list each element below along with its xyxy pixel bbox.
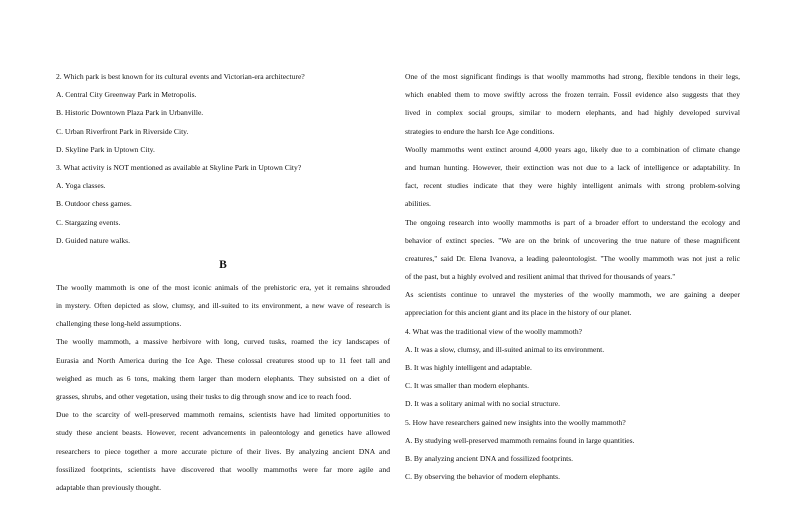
passage-line: researchers to piece together a more accurate picture of their lives. By analyzing ancient DNA and [56,446,390,456]
question-2-option-c: C. Urban Riverfront Park in Riverside City. [56,126,189,136]
passage-line: The ongoing research into woolly mammoths is part of a broader effort to understand the ecology and [405,217,740,227]
left-column [56,68,390,497]
passage-line: of the past, but a highly evolved and resilient animal that thrived for thousands of years." [405,272,676,282]
question-4-option-a: A. It was a slow, clumsy, and ill-suited animal to its environment. [405,344,605,354]
passage-line: study these ancient beasts. However, recent advancements in paleontology and genetics have allowed [56,428,390,438]
question-3-option-a: A. Yoga classes. [56,181,106,191]
question-5-option-b: B. By analyzing ancient DNA and fossilized footprints. [405,453,574,463]
passage-line: lived in complex social groups, similar to modern elephants, and had highly developed survival [405,108,740,118]
passage-line: fact, recent studies indicate that they were highly intelligent animals with strong problem-solving [405,181,740,191]
question-3-option-c: C. Stargazing events. [56,217,121,227]
passage-line: abilities. [405,199,431,209]
passage-line: strategies to endure the harsh Ice Age conditions. [405,126,555,136]
passage-line: behavior of extinct species. "We are on the brink of uncovering the true nature of these magnificent [405,235,740,245]
passage-line: challenging these long-held assumptions. [56,319,182,329]
question-5: 5. How have researchers gained new insights into the woolly mammoth? [405,417,626,427]
question-4: 4. What was the traditional view of the woolly mammoth? [405,326,583,336]
passage-line: adaptable than previously thought. [56,482,162,492]
right-column [405,68,740,486]
passage-line: and human hunting. However, their extinction was not due to a lack of intelligence or adaptability. In [405,162,740,172]
passage-line: fossilized footprints, scientists have discovered that woolly mammoths were far more agile and [56,464,390,474]
question-4-option-b: B. It was highly intelligent and adaptable. [405,363,532,372]
passage-line: weighed as much as 6 tons, making them larger than modern elephants. They subsisted on a diet of [56,373,390,383]
question-4-option-c: C. It was smaller than modern elephants. [405,381,529,391]
question-2-option-b: B. Historic Downtown Plaza Park in Urbanville. [56,108,204,118]
question-2-option-a: A. Central City Greenway Park in Metropolis. [56,90,197,100]
passage-line: which enabled them to move swiftly across the frozen terrain. Fossil evidence also suggests that they [405,90,740,100]
passage-line: As scientists continue to unravel the mysteries of the woolly mammoth, we are gaining a deeper [405,290,740,300]
question-2: 2. Which park is best known for its cultural events and Victorian-era architecture? [56,72,305,81]
question-2-option-d: D. Skyline Park in Uptown City. [56,144,155,154]
passage-line: grasses, shrubs, and other vegetation, using their tusks to dig through snow and ice to reach food. [56,392,352,401]
question-3-option-b: B. Outdoor chess games. [56,199,132,209]
passage-line: Eurasia and North America during the Ice Age. These colossal creatures stood up to 11 feet tall and [56,355,390,365]
passage-line: creatures," said Dr. Elena Ivanova, a leading paleontologist. "The woolly mammoth was not just a relic [405,253,740,263]
section-heading: B [219,258,227,271]
passage-line: The woolly mammoth, a massive herbivore with long, curved tusks, roamed the icy landscapes of [56,337,390,347]
passage-line: Woolly mammoths went extinct around 4,000 years ago, likely due to a combination of climate change [405,144,740,154]
passage-line: in mystery. Often depicted as slow, clumsy, and ill-suited to its environment, a new wave of research is [56,301,390,311]
question-5-option-c: C. By observing the behavior of modern elephants. [405,472,561,482]
question-3-option-d: D. Guided nature walks. [56,235,131,245]
passage-line: One of the most significant findings is that woolly mammoths had strong, flexible tendons in their legs, [405,72,740,81]
question-4-option-d: D. It was a solitary animal with no social structure. [405,399,561,409]
passage-line: Due to the scarcity of well-preserved mammoth remains, scientists have had limited opportunities to [56,410,390,420]
passage-line: appreciation for this ancient giant and its place in the history of our planet. [405,308,632,318]
question-5-option-a: A. By studying well-preserved mammoth remains found in large quantities. [405,435,635,445]
passage-line: The woolly mammoth is one of the most iconic animals of the prehistoric era, yet it remains shrouded [56,282,390,292]
question-3: 3. What activity is NOT mentioned as available at Skyline Park in Uptown City? [56,162,302,172]
